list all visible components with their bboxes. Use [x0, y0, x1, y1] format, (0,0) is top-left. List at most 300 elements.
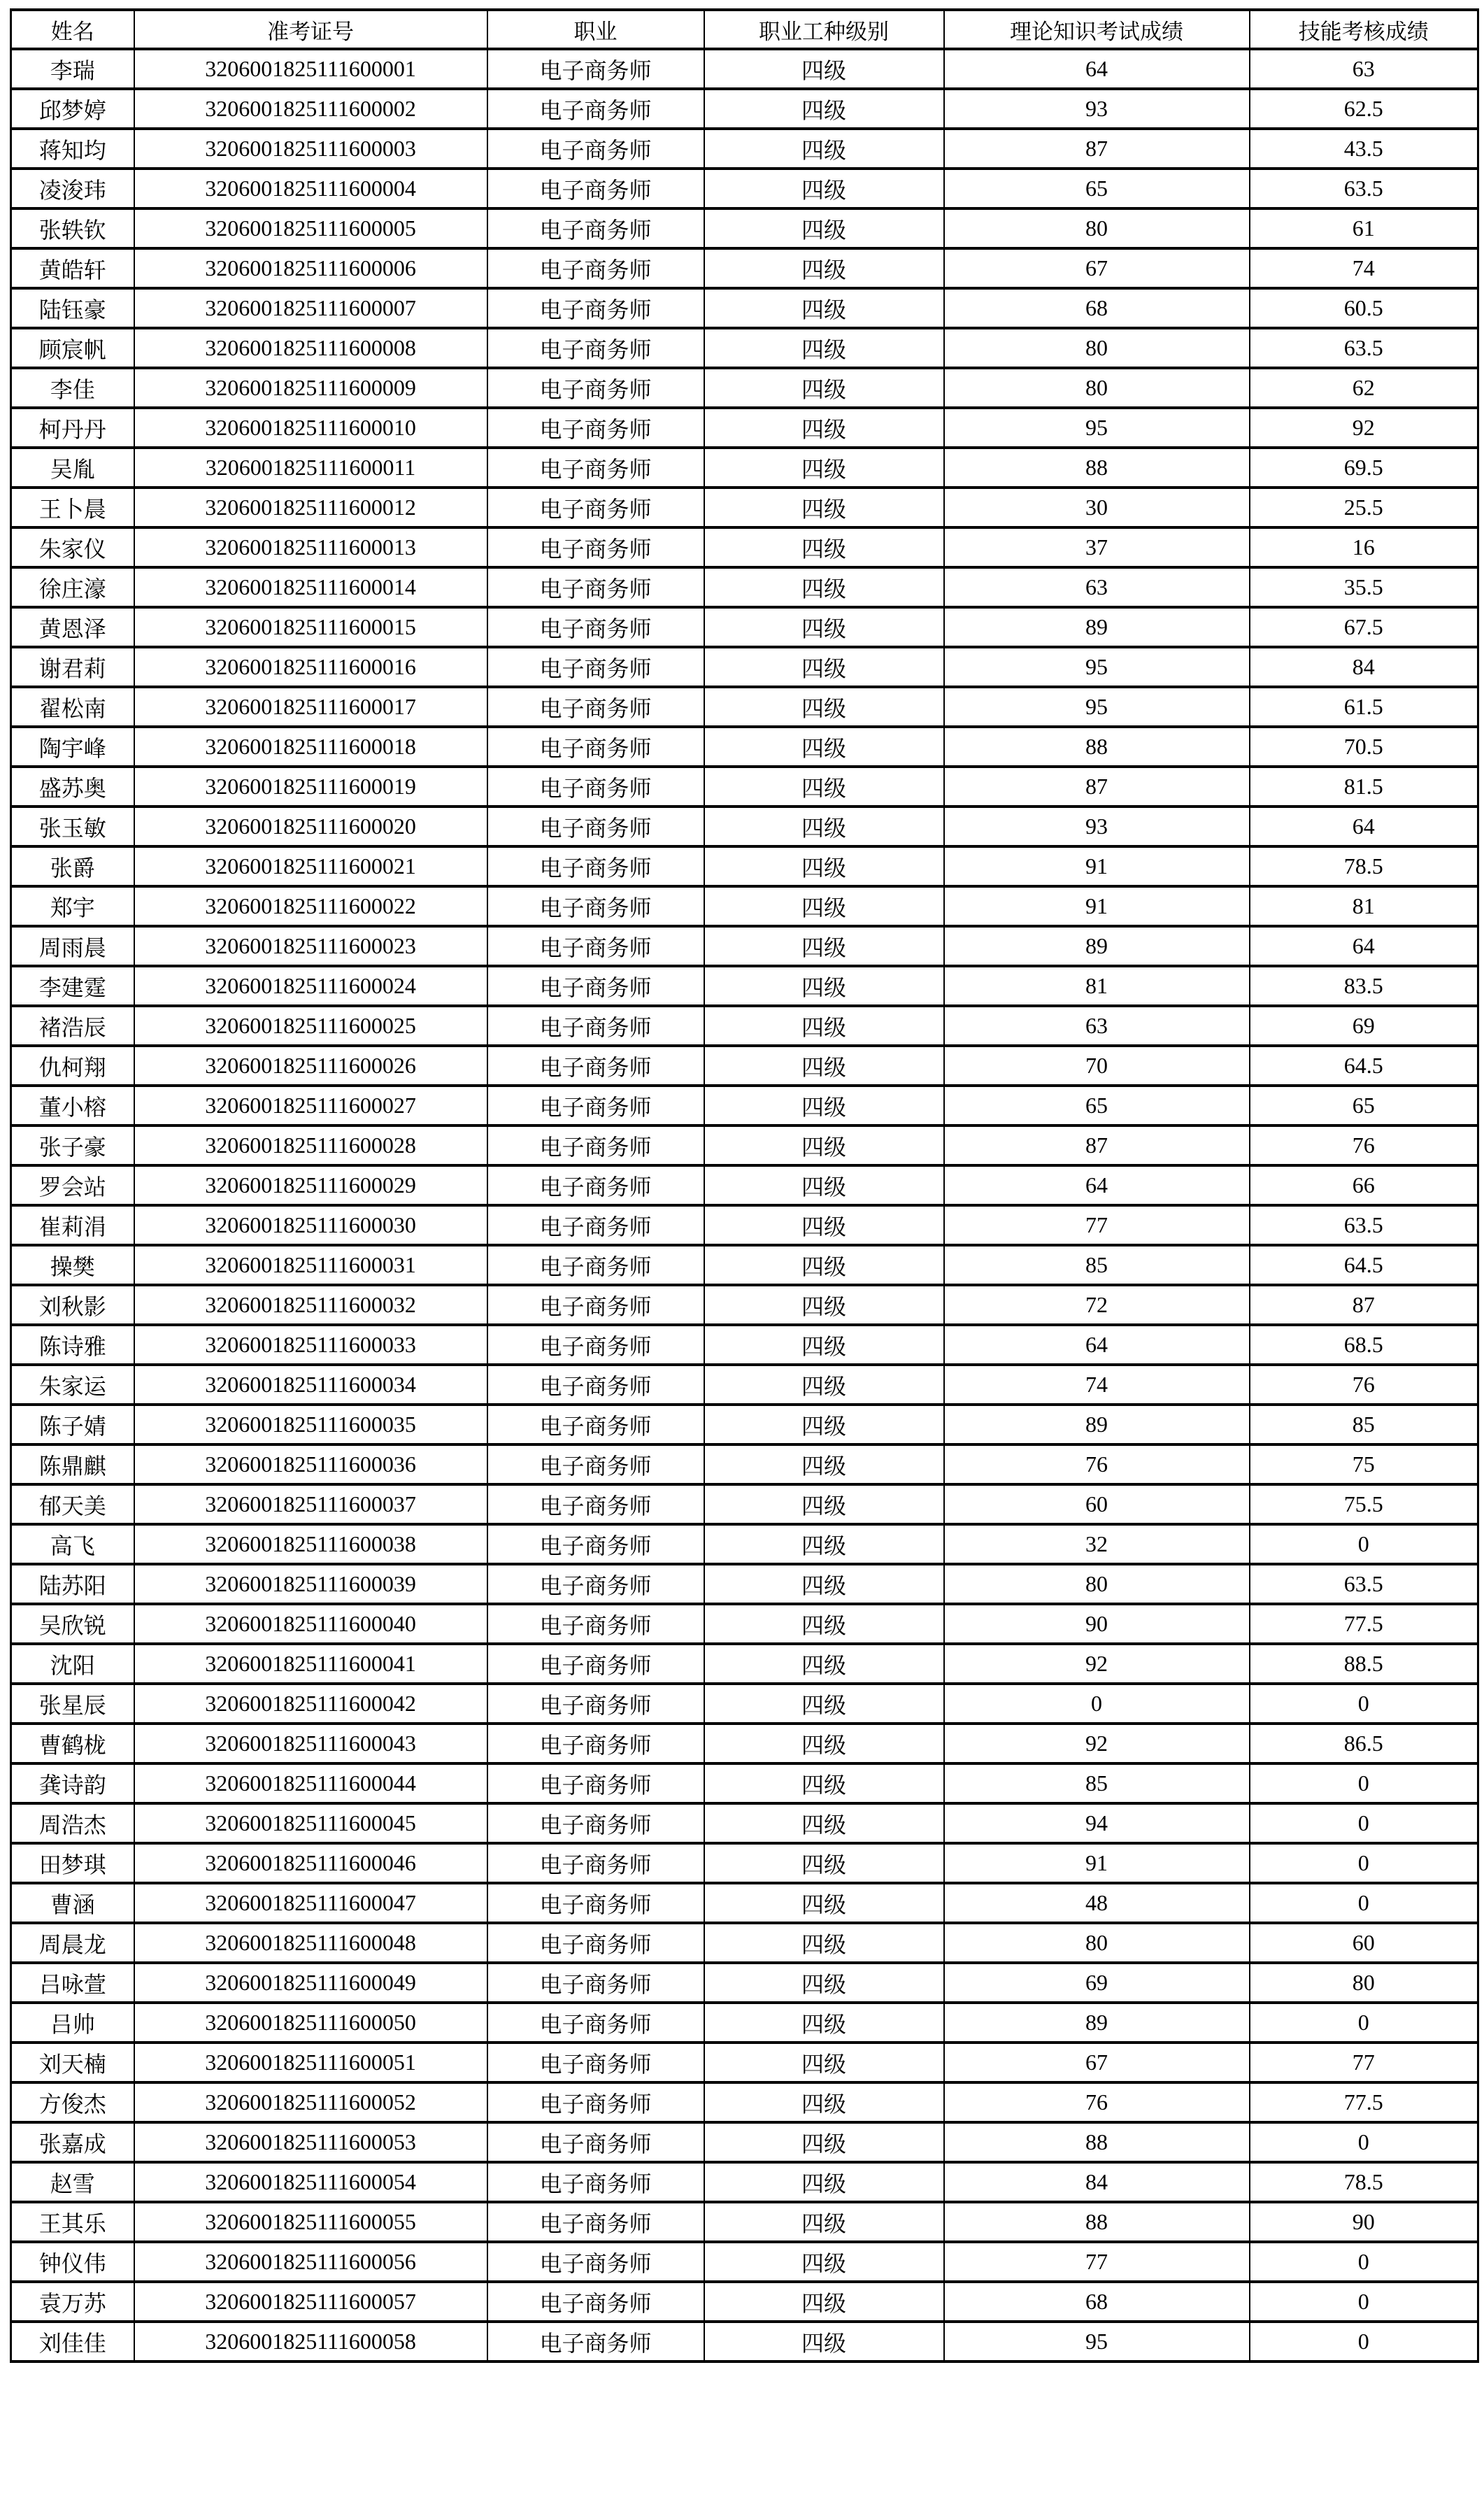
cell-theory-score: 91	[944, 886, 1250, 926]
cell-occupation: 电子商务师	[487, 527, 704, 567]
cell-name: 仇柯翔	[11, 1046, 134, 1086]
cell-name: 郁天美	[11, 1484, 134, 1524]
cell-level: 四级	[704, 807, 944, 846]
cell-name: 陆钰豪	[11, 288, 134, 328]
cell-name: 陈鼎麒	[11, 1444, 134, 1484]
cell-occupation: 电子商务师	[487, 1843, 704, 1883]
cell-exam-id: 3206001825111600024	[134, 966, 487, 1006]
cell-level: 四级	[704, 767, 944, 807]
cell-exam-id: 3206001825111600053	[134, 2122, 487, 2162]
table-row	[11, 1444, 1478, 1484]
cell-occupation: 电子商务师	[487, 448, 704, 488]
cell-level: 四级	[704, 1724, 944, 1763]
cell-theory-score: 85	[944, 1763, 1250, 1803]
cell-theory-score: 85	[944, 1245, 1250, 1285]
cell-name: 袁万苏	[11, 2282, 134, 2322]
cell-name: 方俊杰	[11, 2082, 134, 2122]
table-row	[11, 846, 1478, 886]
cell-theory-score: 93	[944, 807, 1250, 846]
cell-level: 四级	[704, 1046, 944, 1086]
cell-level: 四级	[704, 1325, 944, 1365]
cell-occupation: 电子商务师	[487, 1803, 704, 1843]
cell-occupation: 电子商务师	[487, 1245, 704, 1285]
cell-name: 朱家运	[11, 1365, 134, 1405]
cell-skill-score: 69.5	[1250, 448, 1478, 488]
cell-skill-score: 62	[1250, 368, 1478, 408]
cell-skill-score: 0	[1250, 1524, 1478, 1564]
cell-level: 四级	[704, 2003, 944, 2043]
cell-occupation: 电子商务师	[487, 1524, 704, 1564]
cell-occupation: 电子商务师	[487, 1125, 704, 1165]
cell-occupation: 电子商务师	[487, 1484, 704, 1524]
cell-exam-id: 3206001825111600001	[134, 49, 487, 89]
table-row	[11, 1484, 1478, 1524]
cell-level: 四级	[704, 448, 944, 488]
table-row	[11, 169, 1478, 208]
cell-theory-score: 80	[944, 1564, 1250, 1604]
cell-name: 赵雪	[11, 2162, 134, 2202]
cell-exam-id: 3206001825111600057	[134, 2282, 487, 2322]
cell-skill-score: 0	[1250, 2003, 1478, 2043]
cell-skill-score: 63.5	[1250, 1564, 1478, 1604]
cell-exam-id: 3206001825111600045	[134, 1803, 487, 1843]
cell-occupation: 电子商务师	[487, 1923, 704, 1963]
cell-name: 吕咏萱	[11, 1963, 134, 2003]
cell-occupation: 电子商务师	[487, 2043, 704, 2082]
cell-occupation: 电子商务师	[487, 1086, 704, 1125]
cell-skill-score: 61	[1250, 208, 1478, 248]
cell-theory-score: 70	[944, 1046, 1250, 1086]
table-row	[11, 129, 1478, 169]
cell-name: 罗会站	[11, 1165, 134, 1205]
header-occupation: 职业	[487, 10, 704, 49]
table-row	[11, 1086, 1478, 1125]
cell-name: 操樊	[11, 1245, 134, 1285]
cell-skill-score: 69	[1250, 1006, 1478, 1046]
cell-skill-score: 78.5	[1250, 2162, 1478, 2202]
table-header	[11, 10, 1478, 49]
cell-level: 四级	[704, 1883, 944, 1923]
cell-occupation: 电子商务师	[487, 1006, 704, 1046]
cell-exam-id: 3206001825111600055	[134, 2202, 487, 2242]
cell-occupation: 电子商务师	[487, 1444, 704, 1484]
cell-exam-id: 3206001825111600004	[134, 169, 487, 208]
table-row	[11, 2003, 1478, 2043]
cell-skill-score: 65	[1250, 1086, 1478, 1125]
cell-name: 李瑞	[11, 49, 134, 89]
cell-name: 张嘉成	[11, 2122, 134, 2162]
cell-name: 谢君莉	[11, 647, 134, 687]
table-row	[11, 966, 1478, 1006]
cell-exam-id: 3206001825111600050	[134, 2003, 487, 2043]
cell-occupation: 电子商务师	[487, 488, 704, 527]
cell-level: 四级	[704, 2122, 944, 2162]
table-row	[11, 1165, 1478, 1205]
cell-name: 吴欣锐	[11, 1604, 134, 1644]
cell-occupation: 电子商务师	[487, 49, 704, 89]
cell-theory-score: 67	[944, 2043, 1250, 2082]
cell-skill-score: 78.5	[1250, 846, 1478, 886]
table-row	[11, 1006, 1478, 1046]
cell-theory-score: 64	[944, 49, 1250, 89]
cell-theory-score: 48	[944, 1883, 1250, 1923]
cell-level: 四级	[704, 1165, 944, 1205]
cell-exam-id: 3206001825111600056	[134, 2242, 487, 2282]
cell-exam-id: 3206001825111600040	[134, 1604, 487, 1644]
cell-theory-score: 76	[944, 2082, 1250, 2122]
cell-skill-score: 0	[1250, 2122, 1478, 2162]
cell-theory-score: 63	[944, 567, 1250, 607]
cell-theory-score: 95	[944, 2322, 1250, 2362]
cell-skill-score: 67.5	[1250, 607, 1478, 647]
table-row	[11, 1405, 1478, 1444]
cell-exam-id: 3206001825111600033	[134, 1325, 487, 1365]
cell-theory-score: 95	[944, 408, 1250, 448]
cell-theory-score: 32	[944, 1524, 1250, 1564]
cell-exam-id: 3206001825111600052	[134, 2082, 487, 2122]
cell-occupation: 电子商务师	[487, 767, 704, 807]
table-row	[11, 647, 1478, 687]
table-row	[11, 1524, 1478, 1564]
cell-name: 钟仪伟	[11, 2242, 134, 2282]
cell-skill-score: 25.5	[1250, 488, 1478, 527]
cell-level: 四级	[704, 1644, 944, 1684]
cell-skill-score: 81	[1250, 886, 1478, 926]
cell-skill-score: 68.5	[1250, 1325, 1478, 1365]
table-row	[11, 2322, 1478, 2362]
cell-skill-score: 0	[1250, 1684, 1478, 1724]
cell-name: 王其乐	[11, 2202, 134, 2242]
cell-name: 吴胤	[11, 448, 134, 488]
cell-name: 吕帅	[11, 2003, 134, 2043]
cell-theory-score: 92	[944, 1644, 1250, 1684]
cell-skill-score: 76	[1250, 1365, 1478, 1405]
cell-theory-score: 87	[944, 767, 1250, 807]
cell-level: 四级	[704, 1285, 944, 1325]
cell-theory-score: 0	[944, 1684, 1250, 1724]
cell-name: 曹涵	[11, 1883, 134, 1923]
cell-skill-score: 77.5	[1250, 1604, 1478, 1644]
cell-occupation: 电子商务师	[487, 1604, 704, 1644]
table-row	[11, 1604, 1478, 1644]
table-row	[11, 687, 1478, 727]
cell-level: 四级	[704, 1484, 944, 1524]
cell-theory-score: 69	[944, 1963, 1250, 2003]
cell-exam-id: 3206001825111600028	[134, 1125, 487, 1165]
cell-occupation: 电子商务师	[487, 687, 704, 727]
cell-skill-score: 60.5	[1250, 288, 1478, 328]
cell-skill-score: 0	[1250, 1763, 1478, 1803]
cell-occupation: 电子商务师	[487, 1285, 704, 1325]
cell-occupation: 电子商务师	[487, 1644, 704, 1684]
cell-level: 四级	[704, 2202, 944, 2242]
cell-skill-score: 90	[1250, 2202, 1478, 2242]
table-row	[11, 2242, 1478, 2282]
cell-level: 四级	[704, 1365, 944, 1405]
cell-skill-score: 63.5	[1250, 1205, 1478, 1245]
cell-occupation: 电子商务师	[487, 2282, 704, 2322]
cell-level: 四级	[704, 129, 944, 169]
cell-theory-score: 88	[944, 448, 1250, 488]
cell-skill-score: 0	[1250, 1883, 1478, 1923]
table-row	[11, 208, 1478, 248]
table-row	[11, 328, 1478, 368]
cell-name: 周雨晨	[11, 926, 134, 966]
cell-occupation: 电子商务师	[487, 2162, 704, 2202]
cell-exam-id: 3206001825111600027	[134, 1086, 487, 1125]
cell-occupation: 电子商务师	[487, 1684, 704, 1724]
cell-theory-score: 89	[944, 1405, 1250, 1444]
cell-exam-id: 3206001825111600038	[134, 1524, 487, 1564]
cell-name: 曹鹤栊	[11, 1724, 134, 1763]
table-row	[11, 89, 1478, 129]
cell-skill-score: 63.5	[1250, 328, 1478, 368]
cell-occupation: 电子商务师	[487, 1046, 704, 1086]
cell-theory-score: 90	[944, 1604, 1250, 1644]
cell-occupation: 电子商务师	[487, 2003, 704, 2043]
cell-level: 四级	[704, 1405, 944, 1444]
cell-level: 四级	[704, 687, 944, 727]
cell-occupation: 电子商务师	[487, 288, 704, 328]
table-row	[11, 1046, 1478, 1086]
cell-exam-id: 3206001825111600051	[134, 2043, 487, 2082]
cell-level: 四级	[704, 607, 944, 647]
cell-exam-id: 3206001825111600054	[134, 2162, 487, 2202]
cell-level: 四级	[704, 1923, 944, 1963]
cell-skill-score: 88.5	[1250, 1644, 1478, 1684]
cell-occupation: 电子商务师	[487, 607, 704, 647]
cell-skill-score: 81.5	[1250, 767, 1478, 807]
cell-level: 四级	[704, 567, 944, 607]
cell-occupation: 电子商务师	[487, 966, 704, 1006]
cell-skill-score: 75.5	[1250, 1484, 1478, 1524]
cell-level: 四级	[704, 1524, 944, 1564]
table-row	[11, 886, 1478, 926]
cell-level: 四级	[704, 727, 944, 767]
cell-occupation: 电子商务师	[487, 807, 704, 846]
cell-level: 四级	[704, 2282, 944, 2322]
cell-skill-score: 75	[1250, 1444, 1478, 1484]
cell-skill-score: 63.5	[1250, 169, 1478, 208]
table-row	[11, 1923, 1478, 1963]
cell-theory-score: 88	[944, 727, 1250, 767]
cell-skill-score: 64.5	[1250, 1046, 1478, 1086]
cell-name: 李佳	[11, 368, 134, 408]
cell-name: 盛苏奥	[11, 767, 134, 807]
cell-name: 陈子婧	[11, 1405, 134, 1444]
cell-theory-score: 88	[944, 2122, 1250, 2162]
cell-level: 四级	[704, 328, 944, 368]
cell-theory-score: 89	[944, 607, 1250, 647]
cell-theory-score: 68	[944, 288, 1250, 328]
cell-theory-score: 89	[944, 2003, 1250, 2043]
cell-level: 四级	[704, 1604, 944, 1644]
cell-occupation: 电子商务师	[487, 1205, 704, 1245]
cell-exam-id: 3206001825111600035	[134, 1405, 487, 1444]
table-row	[11, 1205, 1478, 1245]
cell-theory-score: 95	[944, 687, 1250, 727]
cell-name: 陆苏阳	[11, 1564, 134, 1604]
cell-exam-id: 3206001825111600019	[134, 767, 487, 807]
cell-occupation: 电子商务师	[487, 1365, 704, 1405]
table-row	[11, 448, 1478, 488]
table-row	[11, 1644, 1478, 1684]
cell-skill-score: 92	[1250, 408, 1478, 448]
cell-name: 龚诗韵	[11, 1763, 134, 1803]
table-row	[11, 727, 1478, 767]
cell-name: 徐庄濠	[11, 567, 134, 607]
table-row	[11, 2082, 1478, 2122]
cell-theory-score: 64	[944, 1165, 1250, 1205]
cell-level: 四级	[704, 49, 944, 89]
cell-occupation: 电子商务师	[487, 567, 704, 607]
exam-results-table	[10, 8, 1479, 2363]
table-row	[11, 767, 1478, 807]
cell-skill-score: 0	[1250, 1803, 1478, 1843]
table-row	[11, 1564, 1478, 1604]
cell-level: 四级	[704, 647, 944, 687]
table-row	[11, 248, 1478, 288]
cell-name: 陈诗雅	[11, 1325, 134, 1365]
table-row	[11, 2282, 1478, 2322]
cell-occupation: 电子商务师	[487, 328, 704, 368]
cell-name: 王卜晨	[11, 488, 134, 527]
cell-skill-score: 60	[1250, 1923, 1478, 1963]
cell-level: 四级	[704, 2322, 944, 2362]
cell-level: 四级	[704, 488, 944, 527]
cell-exam-id: 3206001825111600013	[134, 527, 487, 567]
cell-theory-score: 92	[944, 1724, 1250, 1763]
cell-occupation: 电子商务师	[487, 2322, 704, 2362]
cell-skill-score: 64	[1250, 926, 1478, 966]
cell-name: 黄恩泽	[11, 607, 134, 647]
table-row	[11, 1125, 1478, 1165]
table-row	[11, 1245, 1478, 1285]
cell-skill-score: 77	[1250, 2043, 1478, 2082]
cell-theory-score: 81	[944, 966, 1250, 1006]
cell-level: 四级	[704, 1245, 944, 1285]
cell-name: 张星辰	[11, 1684, 134, 1724]
cell-exam-id: 3206001825111600011	[134, 448, 487, 488]
cell-level: 四级	[704, 1205, 944, 1245]
table-row	[11, 488, 1478, 527]
cell-theory-score: 93	[944, 89, 1250, 129]
cell-exam-id: 3206001825111600014	[134, 567, 487, 607]
cell-exam-id: 3206001825111600025	[134, 1006, 487, 1046]
cell-level: 四级	[704, 2043, 944, 2082]
cell-theory-score: 87	[944, 1125, 1250, 1165]
cell-exam-id: 3206001825111600012	[134, 488, 487, 527]
cell-skill-score: 16	[1250, 527, 1478, 567]
cell-exam-id: 3206001825111600005	[134, 208, 487, 248]
cell-name: 蒋知均	[11, 129, 134, 169]
cell-level: 四级	[704, 288, 944, 328]
table-row	[11, 1325, 1478, 1365]
table-row	[11, 1803, 1478, 1843]
cell-level: 四级	[704, 1086, 944, 1125]
cell-level: 四级	[704, 1444, 944, 1484]
cell-theory-score: 30	[944, 488, 1250, 527]
cell-theory-score: 77	[944, 1205, 1250, 1245]
cell-skill-score: 62.5	[1250, 89, 1478, 129]
cell-level: 四级	[704, 1125, 944, 1165]
cell-exam-id: 3206001825111600016	[134, 647, 487, 687]
table-row	[11, 368, 1478, 408]
cell-level: 四级	[704, 1684, 944, 1724]
cell-occupation: 电子商务师	[487, 248, 704, 288]
cell-skill-score: 87	[1250, 1285, 1478, 1325]
cell-exam-id: 3206001825111600017	[134, 687, 487, 727]
cell-exam-id: 3206001825111600021	[134, 846, 487, 886]
cell-exam-id: 3206001825111600010	[134, 408, 487, 448]
cell-level: 四级	[704, 2242, 944, 2282]
cell-theory-score: 95	[944, 647, 1250, 687]
cell-exam-id: 3206001825111600042	[134, 1684, 487, 1724]
cell-name: 沈阳	[11, 1644, 134, 1684]
cell-name: 刘天楠	[11, 2043, 134, 2082]
cell-level: 四级	[704, 2162, 944, 2202]
table-row	[11, 2162, 1478, 2202]
cell-skill-score: 70.5	[1250, 727, 1478, 767]
cell-exam-id: 3206001825111600034	[134, 1365, 487, 1405]
cell-exam-id: 3206001825111600003	[134, 129, 487, 169]
cell-occupation: 电子商务师	[487, 2122, 704, 2162]
cell-level: 四级	[704, 527, 944, 567]
cell-name: 张轶钦	[11, 208, 134, 248]
cell-name: 郑宇	[11, 886, 134, 926]
table-row	[11, 288, 1478, 328]
cell-name: 李建霆	[11, 966, 134, 1006]
cell-name: 张子豪	[11, 1125, 134, 1165]
header-level: 职业工种级别	[704, 10, 944, 49]
cell-name: 刘秋影	[11, 1285, 134, 1325]
cell-occupation: 电子商务师	[487, 647, 704, 687]
cell-level: 四级	[704, 966, 944, 1006]
table-row	[11, 1883, 1478, 1923]
cell-occupation: 电子商务师	[487, 1165, 704, 1205]
cell-occupation: 电子商务师	[487, 368, 704, 408]
table-row	[11, 1763, 1478, 1803]
cell-exam-id: 3206001825111600043	[134, 1724, 487, 1763]
cell-theory-score: 80	[944, 1923, 1250, 1963]
cell-exam-id: 3206001825111600029	[134, 1165, 487, 1205]
cell-exam-id: 3206001825111600008	[134, 328, 487, 368]
cell-theory-score: 88	[944, 2202, 1250, 2242]
cell-theory-score: 64	[944, 1325, 1250, 1365]
cell-level: 四级	[704, 1564, 944, 1604]
cell-skill-score: 0	[1250, 2322, 1478, 2362]
cell-level: 四级	[704, 1006, 944, 1046]
cell-theory-score: 65	[944, 1086, 1250, 1125]
cell-occupation: 电子商务师	[487, 1724, 704, 1763]
cell-skill-score: 61.5	[1250, 687, 1478, 727]
cell-occupation: 电子商务师	[487, 1883, 704, 1923]
cell-occupation: 电子商务师	[487, 1325, 704, 1365]
cell-name: 邱梦婷	[11, 89, 134, 129]
cell-theory-score: 63	[944, 1006, 1250, 1046]
cell-name: 刘佳佳	[11, 2322, 134, 2362]
cell-level: 四级	[704, 208, 944, 248]
cell-occupation: 电子商务师	[487, 408, 704, 448]
cell-exam-id: 3206001825111600007	[134, 288, 487, 328]
cell-exam-id: 3206001825111600041	[134, 1644, 487, 1684]
cell-name: 董小榕	[11, 1086, 134, 1125]
cell-theory-score: 87	[944, 129, 1250, 169]
cell-occupation: 电子商务师	[487, 2082, 704, 2122]
header-skill-score: 技能考核成绩	[1250, 10, 1478, 49]
cell-name: 凌浚玮	[11, 169, 134, 208]
cell-occupation: 电子商务师	[487, 89, 704, 129]
